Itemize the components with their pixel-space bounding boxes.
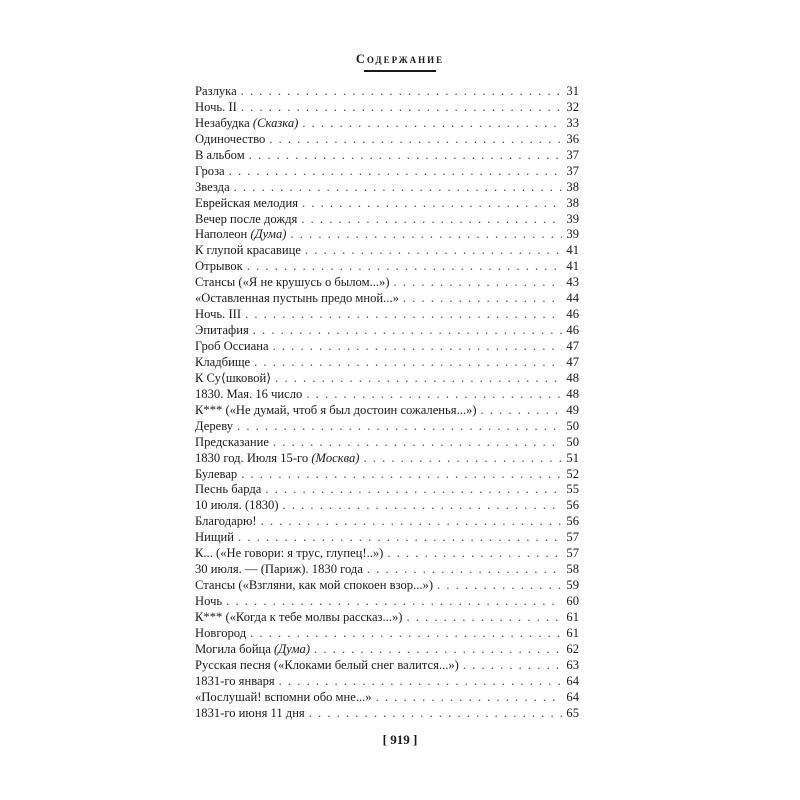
toc-entry-title bbox=[195, 116, 298, 132]
toc-entry-title-text: Еврейская мелодия bbox=[195, 195, 299, 210]
toc-entry-title-text: Вечер после дождя bbox=[195, 211, 298, 226]
toc-entry bbox=[195, 578, 579, 594]
toc-entry-page: 44 bbox=[566, 291, 579, 306]
toc-entry bbox=[195, 610, 579, 626]
toc-entry-page: 58 bbox=[566, 562, 579, 577]
toc-entry-title bbox=[195, 84, 237, 100]
toc-entry bbox=[195, 467, 579, 483]
toc-entry-title bbox=[195, 371, 271, 387]
toc-leader-dots bbox=[403, 291, 562, 307]
toc-leader-dots bbox=[437, 578, 562, 594]
toc-entry-title-text: Песнь барда bbox=[195, 482, 262, 497]
toc-entry-title-text: Нищий bbox=[195, 530, 235, 545]
toc-entry-title-text: Гроза bbox=[195, 163, 225, 178]
toc-entry-page: 31 bbox=[566, 84, 579, 98]
toc-entry-title bbox=[195, 578, 433, 594]
toc-entry-title bbox=[195, 419, 233, 435]
toc-entry-page: 39 bbox=[566, 211, 579, 226]
toc-entry-title bbox=[195, 451, 359, 467]
toc-leader-dots bbox=[306, 387, 562, 403]
toc-leader-dots bbox=[245, 307, 562, 323]
toc-entry-title-text: Ночь. III bbox=[195, 307, 242, 322]
page-title: Содержание bbox=[355, 52, 445, 66]
toc-leader-dots bbox=[406, 610, 562, 626]
toc-leader-dots bbox=[302, 116, 562, 132]
toc-leader-dots bbox=[394, 275, 562, 291]
toc-entry-page: 56 bbox=[566, 498, 579, 513]
toc-entry-title bbox=[195, 291, 399, 307]
toc-entry-title-text: Разлука bbox=[195, 84, 237, 98]
toc-entry-title bbox=[195, 323, 249, 339]
toc-leader-dots bbox=[283, 498, 562, 514]
toc-entry bbox=[195, 291, 579, 307]
toc-entry-title-text: 1830 год. Июля 15-го bbox=[195, 450, 312, 465]
toc-entry-page: 62 bbox=[566, 641, 579, 656]
toc-entry-page: 50 bbox=[566, 418, 579, 433]
toc-entry bbox=[195, 419, 579, 435]
toc-entry-page: 38 bbox=[566, 195, 579, 210]
toc-entry-page: 37 bbox=[566, 163, 579, 178]
toc-leader-dots bbox=[481, 403, 562, 419]
toc-entry-page: 57 bbox=[566, 546, 579, 561]
toc-entry-page: 64 bbox=[566, 673, 579, 688]
toc-entry-page: 46 bbox=[566, 307, 579, 322]
toc-leader-dots bbox=[273, 339, 562, 355]
toc-leader-dots bbox=[265, 482, 562, 498]
toc-leader-dots bbox=[387, 546, 562, 562]
toc-entry-page: 39 bbox=[566, 227, 579, 242]
toc-leader-dots bbox=[273, 435, 562, 451]
toc-leader-dots bbox=[269, 132, 562, 148]
toc-entry-page: 48 bbox=[566, 386, 579, 401]
toc-entry-title bbox=[195, 275, 390, 291]
toc-entry bbox=[195, 403, 579, 419]
toc-entry bbox=[195, 148, 579, 164]
toc-entry-title-text: Стансы («Взгляни, как мой спокоен взор...») bbox=[195, 578, 434, 593]
toc-entry bbox=[195, 546, 579, 562]
toc-entry bbox=[195, 132, 579, 148]
toc-entry-title-text: К Су⟨шковой⟩ bbox=[195, 370, 272, 385]
toc-entry-title-text: Наполеон bbox=[195, 227, 251, 242]
toc-leader-dots bbox=[309, 706, 562, 722]
toc-leader-dots bbox=[253, 323, 562, 339]
toc-entry-title bbox=[195, 706, 305, 722]
toc-leader-dots bbox=[249, 148, 562, 164]
toc-entry bbox=[195, 482, 579, 498]
toc-entry bbox=[195, 642, 579, 658]
toc-entry-title-text: К глупой красавице bbox=[195, 243, 301, 258]
toc-entry-page: 55 bbox=[566, 482, 579, 497]
toc-entry-subtitle: (Москва) bbox=[311, 450, 360, 465]
toc-entry-title-text: К... («Не говори: я трус, глупец!..») bbox=[195, 546, 384, 561]
toc-entry-title bbox=[195, 259, 243, 275]
toc-entry-title-text: Гроб Оссиана bbox=[195, 339, 269, 353]
toc-entry-page: 61 bbox=[566, 625, 579, 640]
toc-entry bbox=[195, 180, 579, 196]
toc-entry bbox=[195, 658, 579, 674]
toc-entry-title-text: «Оставленная пустынь предо мной...» bbox=[195, 291, 399, 306]
toc-entry-title bbox=[195, 227, 286, 243]
toc-entry-page: 61 bbox=[566, 609, 579, 624]
toc-entry-subtitle: (Дума) bbox=[250, 227, 287, 242]
toc-entry-title bbox=[195, 164, 225, 180]
toc-entry-title bbox=[195, 642, 310, 658]
toc-entry-title bbox=[195, 594, 222, 610]
toc-entry-title-text: Дереву bbox=[195, 418, 234, 433]
toc-entry-page: 59 bbox=[566, 578, 579, 593]
toc-entry-title bbox=[195, 562, 363, 578]
toc-entry bbox=[195, 706, 579, 722]
toc-entry-page: 49 bbox=[566, 402, 579, 417]
toc-entry-page: 41 bbox=[566, 243, 579, 258]
toc-entry-title-text: Эпитафия bbox=[195, 323, 249, 338]
toc-entry-title-text: Кладбище bbox=[195, 354, 251, 369]
toc-leader-dots bbox=[302, 196, 562, 212]
toc-entry bbox=[195, 451, 579, 467]
toc-entry-title bbox=[195, 180, 230, 196]
toc-leader-dots bbox=[376, 690, 562, 706]
toc-entry-title-text: Могила бойца bbox=[195, 641, 275, 656]
toc-leader-dots bbox=[314, 642, 562, 658]
toc-entry-title-text: 1830. Мая. 16 число bbox=[195, 386, 303, 401]
toc-entry-title bbox=[195, 435, 269, 451]
toc-entry-title-text: К*** («Когда к тебе молвы рассказ...») bbox=[195, 609, 403, 624]
toc-entry-page: 38 bbox=[566, 179, 579, 194]
toc-entry bbox=[195, 355, 579, 371]
toc-entry-title bbox=[195, 339, 269, 355]
toc-leader-dots bbox=[275, 371, 562, 387]
toc-leader-dots bbox=[367, 562, 562, 578]
toc-entry-page: 50 bbox=[566, 434, 579, 449]
toc-entry bbox=[195, 562, 579, 578]
toc-entry bbox=[195, 530, 579, 546]
toc-entry bbox=[195, 196, 579, 212]
toc-entry-title bbox=[195, 403, 477, 419]
toc-entry-page: 65 bbox=[566, 705, 579, 720]
toc-leader-dots bbox=[226, 594, 562, 610]
toc-entry-title-text: Одиночество bbox=[195, 131, 266, 146]
toc-entry bbox=[195, 275, 579, 291]
toc-entry bbox=[195, 243, 579, 259]
toc-entry-page: 52 bbox=[566, 466, 579, 481]
toc-leader-dots bbox=[250, 626, 562, 642]
toc-entry-title-text: 30 июля. — (Париж). 1830 года bbox=[195, 562, 363, 577]
toc-entry-title bbox=[195, 467, 237, 483]
toc-entry bbox=[195, 514, 579, 530]
toc-entry-title-text: 10 июля. (1830) bbox=[195, 498, 279, 513]
toc-entry-title bbox=[195, 690, 372, 706]
toc-entry-title bbox=[195, 148, 245, 164]
toc-entry-title-text: 1831-го июня 11 дня bbox=[195, 705, 305, 720]
toc-entry bbox=[195, 387, 579, 403]
toc-entry-title-text: Стансы («Я не крушусь о былом...») bbox=[195, 275, 390, 290]
toc-leader-dots bbox=[229, 164, 562, 180]
toc-entry bbox=[195, 212, 579, 228]
toc-leader-dots bbox=[290, 227, 562, 243]
toc-entry-title-text: «Послушай! вспомни обо мне...» bbox=[195, 689, 372, 704]
page-header bbox=[0, 52, 800, 72]
toc-leader-dots bbox=[463, 658, 562, 674]
toc-leader-dots bbox=[241, 467, 562, 483]
toc-entry-page: 32 bbox=[566, 99, 579, 114]
toc-leader-dots bbox=[305, 243, 562, 259]
toc-entry bbox=[195, 690, 579, 706]
toc-entry bbox=[195, 674, 579, 690]
toc-leader-dots bbox=[279, 674, 562, 690]
page-number: [ 919 ] bbox=[382, 732, 418, 747]
toc-entry bbox=[195, 116, 579, 132]
toc-entry-title-text: Русская песня («Клоками белый снег валится...») bbox=[195, 657, 459, 672]
toc-entry-subtitle: (Сказка) bbox=[252, 115, 299, 130]
toc-entry-title bbox=[195, 610, 402, 626]
toc-entry-title bbox=[195, 243, 301, 259]
toc-entry-page: 60 bbox=[566, 594, 579, 608]
toc-entry-title bbox=[195, 546, 383, 562]
toc-entry-title bbox=[195, 212, 297, 228]
toc-entry bbox=[195, 227, 579, 243]
toc-leader-dots bbox=[247, 259, 562, 275]
toc-entry bbox=[195, 164, 579, 180]
toc-entry-page: 47 bbox=[566, 339, 579, 353]
toc-entry bbox=[195, 594, 579, 610]
toc-entry-title-text: Булевар bbox=[195, 466, 238, 481]
toc-entry-page: 51 bbox=[566, 450, 579, 465]
toc-leader-dots bbox=[301, 212, 562, 228]
toc-entry-page: 64 bbox=[566, 689, 579, 704]
toc-entry bbox=[195, 84, 579, 100]
toc-entry-title bbox=[195, 100, 237, 116]
toc-entry-title-text: Предсказание bbox=[195, 434, 269, 449]
toc-entry-title-text: Отрывок bbox=[195, 259, 243, 274]
toc-entry-title bbox=[195, 674, 275, 690]
toc-entry-title-text: В альбом bbox=[195, 147, 245, 162]
toc-entry-page: 43 bbox=[566, 275, 579, 290]
toc-entry-page: 47 bbox=[566, 354, 579, 369]
toc-entry bbox=[195, 307, 579, 323]
toc-entry-page: 56 bbox=[566, 514, 579, 529]
toc-leader-dots bbox=[237, 419, 562, 435]
toc-entry-page: 33 bbox=[566, 115, 579, 130]
toc-entry-title bbox=[195, 355, 250, 371]
toc-entry bbox=[195, 435, 579, 451]
toc-entry bbox=[195, 100, 579, 116]
toc-entry-title-text: Благодарю! bbox=[195, 514, 257, 529]
toc-entry-title-text: Ночь bbox=[195, 594, 223, 608]
toc-entry-title-text: Ночь. II bbox=[195, 99, 237, 114]
toc-entry bbox=[195, 371, 579, 387]
toc-entry-page: 41 bbox=[566, 259, 579, 274]
toc-entry-page: 37 bbox=[566, 147, 579, 162]
toc-leader-dots bbox=[241, 100, 562, 116]
toc-entry-title bbox=[195, 514, 257, 530]
toc-entry-title-text: К*** («Не думай, чтоб я был достоин сожаленья...») bbox=[195, 402, 477, 417]
toc-entry-title bbox=[195, 626, 246, 642]
toc-entry-page: 57 bbox=[566, 530, 579, 545]
toc-entry-title bbox=[195, 482, 261, 498]
toc-entry bbox=[195, 259, 579, 275]
toc-entry-subtitle: (Дума) bbox=[274, 641, 311, 656]
toc-entry-title bbox=[195, 658, 459, 674]
toc-entry-title bbox=[195, 530, 234, 546]
toc-entry-page: 48 bbox=[566, 370, 579, 385]
toc-leader-dots bbox=[234, 180, 562, 196]
toc-entry-title bbox=[195, 498, 279, 514]
toc-leader-dots bbox=[261, 514, 562, 530]
toc-entry-title bbox=[195, 307, 241, 323]
toc-entry-title bbox=[195, 132, 265, 148]
toc-entry-title-text: Незабудка bbox=[195, 115, 253, 130]
toc-entry bbox=[195, 498, 579, 514]
toc-entry-title-text: Звезда bbox=[195, 179, 230, 194]
toc-entry-page: 63 bbox=[566, 657, 579, 672]
toc-entry-title-text: 1831-го января bbox=[195, 673, 275, 688]
toc-leader-dots bbox=[254, 355, 562, 371]
toc-entry bbox=[195, 626, 579, 642]
toc-entry bbox=[195, 323, 579, 339]
toc-entry-title bbox=[195, 196, 298, 212]
toc-leader-dots bbox=[241, 84, 562, 100]
toc-entry-page: 46 bbox=[566, 323, 579, 338]
table-of-contents bbox=[195, 84, 579, 722]
toc-entry-page: 36 bbox=[566, 131, 579, 146]
title-underline bbox=[364, 70, 436, 72]
toc-leader-dots bbox=[238, 530, 562, 546]
toc-entry bbox=[195, 339, 579, 355]
toc-entry-title bbox=[195, 387, 302, 403]
toc-leader-dots bbox=[363, 451, 562, 467]
toc-entry-title-text: Новгород bbox=[195, 625, 247, 640]
